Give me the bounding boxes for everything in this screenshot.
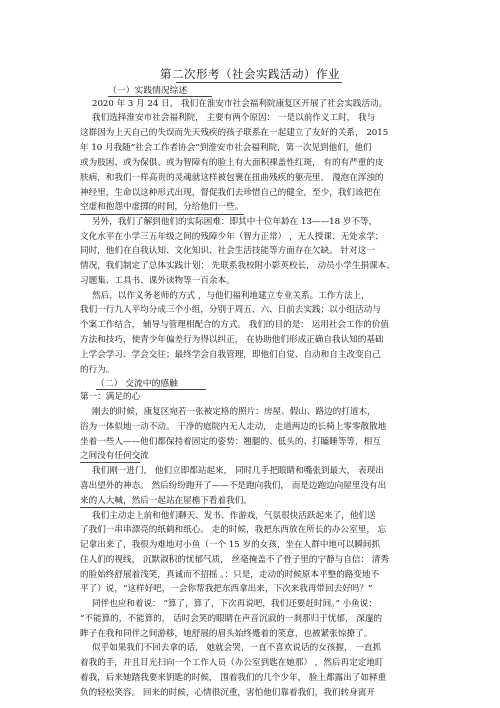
paragraph-line: 我们刚一进门， 他们立即都站起来， 同时几手把眼睛和嘴张到最大， 表现出 [92, 466, 384, 476]
paragraph-line: 方法和技巧，使青少年偏差行为得以纠正， 在协助他们形成正确自我认知的基础 [80, 335, 384, 345]
paragraph-line: 来的人大喊，然后一起站在屋檐下看着我们。 [80, 496, 252, 506]
section-heading: （一）实践情况综述 [108, 86, 188, 96]
paragraph-line: 之间没有任何交流 [80, 451, 149, 461]
paragraph-line: 神经里，生命以这种形式出现，督促我们去珍惜自己的健全，至少，我们该把在 [80, 188, 381, 198]
paragraph-line: 或为肢困、或为保俱、或为智障有的脸上有大面积裸盖性红斑， 有的有严重的皮 [80, 158, 384, 168]
paragraph-line: 同伴也应和着说： “算了，算了，下次再说吧，我们还要赶时间。” 小鱼说： [92, 599, 377, 609]
text-underline [80, 214, 244, 215]
document-title: 第二次形考（社会实践活动）作业 [160, 67, 340, 81]
text-underline [80, 507, 230, 508]
paragraph-line: 似乎如果我们不回去拿的话， 她就会哭，一直不喜欢说话的女孩握， 一直抓 [92, 643, 382, 653]
paragraph-line: 另外，我们了解到他们的实际困难：即其中十位年龄在 13——18 岁不等， [92, 217, 378, 227]
paragraph-line: 记拿出来了，我很为难地对小鱼（一个 15 岁的女孩，坐在人群中地可以瞬间抓 [80, 540, 380, 550]
paragraph-line: 习题集、工具书、课外读物等一百余本。 [80, 276, 235, 286]
paragraph-line: 个案工作结合， 辅导与管理相配合的方式。 我们的目的是： 运用社会工作的价值 [80, 320, 389, 330]
paragraph-line: 这群因为上天自己的失误而先天残疾的孩子联系在一起建立了友好的关系， 2015 [80, 128, 389, 138]
paragraph-line: 浴为一体似地一动不动。 干净的庭院内无人走动， 走道两边的长椅上零零散散地 [80, 422, 387, 432]
paragraph-line: 我们主动走上前和他们聊天、发书、作游戏，气氛很快活跃起来了，他们送 [92, 511, 376, 521]
paragraph-line: 眸子在我和同伴之间游移，她舒展的眉头始终蹙着的笑意，也被紧张惊撩了。 [80, 629, 373, 639]
paragraph-line: 刚去的时候，康复区宛若一张被定格的照片：房屋、假山、路边的打道木， [92, 407, 376, 417]
paragraph-line: 的行为。 [80, 365, 115, 375]
paragraph-line: 然后，以作义务老师的方式 ，与他们福利地建立专业关系。工作方法上， [92, 291, 370, 301]
paragraph-line: 喜出望外的神态。 然后纷纷跑开了——不是跑向我们， 而是边跑边向屋里没有出 [80, 481, 387, 491]
paragraph-line: 空虚和抱怨中虚掷的时间，分给他们一些。 [80, 202, 244, 212]
paragraph-line: 的脸始终舒展着浅笑，真诚而不招摇 。：只是，走动的时候原本平整的路变地不 [80, 570, 380, 580]
title-underline [176, 82, 342, 83]
paragraph-line: 我们选择淮安市社会福利院， 主要有两个原因： 一是以前作义工时， 我与 [92, 113, 376, 123]
paragraph-line: 着我的手，并且目光扫向一个工作人员（办公室到匙在她那） ，然后再定定地盯 [80, 658, 384, 668]
paragraph-line: 肤病，和我们一样高贵的灵魂就这样被包裹在扭曲残疾的躯壳里， 漫泡在浑浊的 [80, 173, 384, 183]
paragraph-line: 了我们一串串漂亮的纸鹤和纸心。 走的时候，我把东西放在所长的办公室里， 忘 [80, 525, 387, 535]
paragraph-line: 情况，我们制定了总体实践计划： 先联系我校附小影英校长， 动员小学生捐课本、 [80, 261, 395, 271]
paragraph-line: 2020 年 3 月 24 日， 我们在淮安市社会福利院康复区开展了社会实践活动。 [92, 99, 388, 109]
heading-underline [108, 96, 212, 97]
paragraph-line: 文化水平在小学三五年级之间的残障少年（智力正常） ，无人授课、无处求学； [80, 232, 384, 242]
paragraph-line: 坐着一些人——他们都保持着固定的姿势：翘腿的、低头的、打瞌睡等等，相互 [80, 437, 381, 447]
paragraph-line: 着我，后来她踏我要来钥匙的时候， 围着我们的几个少年， 脸上都露出了如释重 [80, 673, 387, 683]
paragraph-line: 上学会学习、学会交往；最终学会自我管理，即他们自觉、自动和自主改变自己 [80, 350, 381, 360]
paragraph-line: 我们一行九人平均分成三个小组，分别于周五、六、日前去实践；以小组活动与 [80, 305, 381, 315]
paragraph-line: “不能算的，不能算的， 话时会笑的眼睛在声音沉寂的一刹那归于忧郁， 深邃的 [80, 614, 383, 624]
text-underline [80, 462, 140, 463]
section-heading: （二） 交流中的感触 [96, 379, 178, 389]
paragraph-line: 年 10 月我随“社会工作者协会”到淮安市社会福利院，第一次见到他们，他们 [80, 143, 372, 153]
subsection-title: 第一：满足的心 [80, 392, 141, 402]
paragraph-line: 住人们的视线， 沉默淑积的忧郁气质， 丝毫掩盖不了骨子里的宁静与自信： 清秀 [80, 555, 389, 565]
paragraph-line: 负的轻松笑容。 回来的时候，心情很沉重，害怕他们靠着我们，我们转身离开 [80, 688, 375, 698]
heading-underline [96, 389, 206, 390]
paragraph-line: 平了）说，“这样好吧，一会你帮我把东西拿出来，下次来我再带回去好吗？” [80, 584, 373, 594]
paragraph-line: 同时，他们在自我认知、文化知识、社会生活技能等方面存在欠缺。 针对这一 [80, 246, 375, 256]
